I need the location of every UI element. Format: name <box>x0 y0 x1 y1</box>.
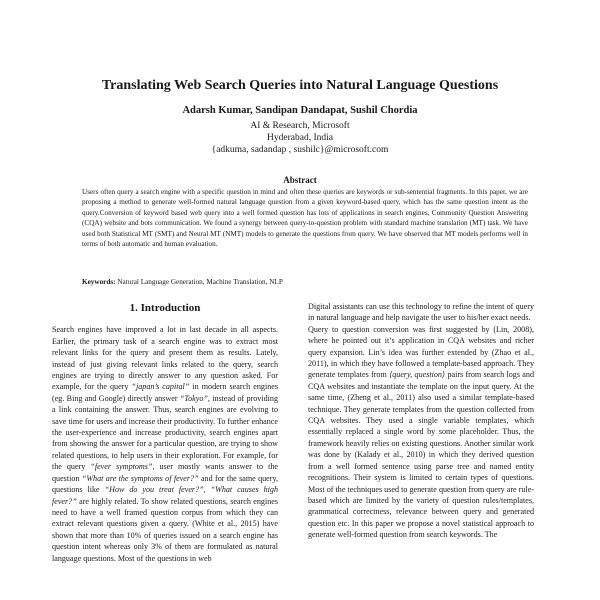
affiliation-email: {adkuma, sadandap , sushilc}@microsoft.com <box>211 145 389 155</box>
keywords-label: Keywords: <box>82 278 116 286</box>
intro-text-3: , instead of providing a link containing the answer. Thus, search engines are evolving to save time for users and increase their productivity. To further enhance the user-experience and increase productivity, search engines apart from showing the answer for a particular question, are trying to show related questions, to help users in their exploration. For example, for the query <box>52 393 278 472</box>
related-text-1: Query to question conversion was first suggested by (Lin, 2008), where he pointed out it’s application in CQA websites and richer query expansion. Lin’s idea was further extended by (Zhao et al., 2011), in which they have followed a template-based approach. They generate templates from <box>308 324 534 380</box>
intro-quote-1: “japan’s capital” <box>131 382 190 392</box>
intro-quote-2: “Tokyo” <box>179 393 208 403</box>
intro-text-5: and for the same query, questions like <box>52 473 279 495</box>
abstract-heading: Abstract <box>283 175 317 185</box>
keywords-text: Natural Language Generation, Machine Translation, NLP <box>117 278 283 286</box>
related-text-2: pairs from search logs and CQA websites and instantiate the template on the input query. At the same time, (Zheng et al., 2011) also used a similar template-based technique. They generate templates from the question collected from CQA websites. They used a single variable templates, which essentially replaced a single word by some placeholder. Thus, the framework heavily relies on existing questions. Another similar work was done by (Kalady et al., 2010) in which they derived question from a well formed sentence using parse tree and named entity recognitions. Their system is limited to certain types of questions. Most of the techniques used to generate question from query are rule-based which are limited by the variety of question rules/templates, grammatical correctness, relevance between query and generated question etc. In this paper we propose a novel statistical approach to generate well-formed question from search keywords. The <box>308 370 534 540</box>
intro-text-4: , user mostly wants answer to the question <box>52 462 278 483</box>
intro-text-6: are highly related. To show related questions, search engines need to have a well framed question corpus from which they can extract relevant questions given a query. (White et al., 2015) have shown that more than 10% of queries issued on a search engine has question intent whereas only 3% of them are formulated as natural language questions. Most of the questions in web <box>52 496 278 563</box>
paper-authors: Adarsh Kumar, Sandipan Dandapat, Sushil Chordia <box>182 105 418 116</box>
affiliation-org: AI & Research, Microsoft <box>250 121 350 131</box>
intro-text-1: Search engines have improved a lot in last decade in all aspects. Earlier, the primary task of a search engine was to extract most relevant links for the query and present them as results. Lately, instead of just giving relevant links related to the query, search engines are trying to directly answer to any question asked. For example, for the query <box>52 325 278 392</box>
section-heading: 1. Introduction <box>129 302 201 314</box>
right-column <box>308 301 534 541</box>
intro-paragraph <box>52 324 278 564</box>
left-column <box>52 303 278 564</box>
keywords-line <box>82 278 528 286</box>
query-question-pair: ⟨query, question⟩ <box>389 370 446 380</box>
intro-quote-4: “What are the symptoms of fever?” <box>81 473 199 483</box>
affiliation-location: Hyderabad, India <box>267 133 333 143</box>
intro-text-2: in modern search engines (eg. Bing and Google) directly answer <box>52 382 278 403</box>
intro-quote-3: “fever symptoms” <box>90 462 153 472</box>
related-work-paragraph <box>308 324 534 541</box>
right-top-paragraph: Digital assistants can use this technology to refine the intent of query in natural language and help navigate the user to his/her exact needs. <box>308 302 534 323</box>
intro-quote-5: “How do you treat fever?”, “What causes high fever?” <box>52 485 278 506</box>
paper-title: Translating Web Search Queries into Natural Language Questions <box>101 78 499 93</box>
abstract-text: Users often query a search engine with a specific question in mind and often these queries are keywords or sub-sentential fragments. In this paper, we are proposing a method to generate well-formed natural language question from a given keyword-based query, which has the same question intent as the query.Conversion of keyword based web query into a well formed question has lots of applications in search engines, Community Question Answering (CQA) website and bots communication. We found a synergy between query-to-question problem with standard machine translation (MT) task. We have used both Statistical MT (SMT) and Neural MT (NMT) models to generate the questions from query. We have observed that MT models performs well in terms of both automatic and human evaluation. <box>82 188 528 249</box>
